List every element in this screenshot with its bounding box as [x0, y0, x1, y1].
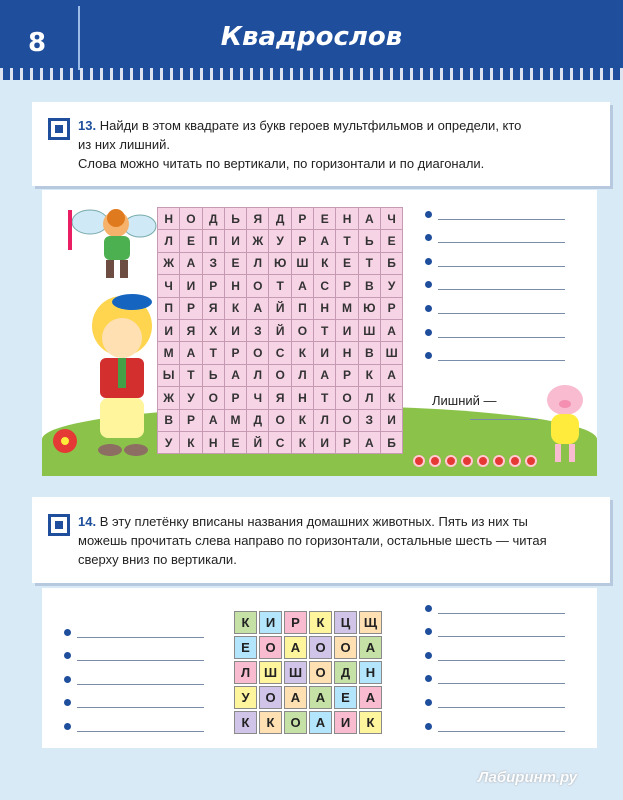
grid-cell[interactable]: А	[380, 364, 402, 386]
odd-one-label: Лишний —	[432, 393, 497, 408]
grid-cell[interactable]: И	[380, 409, 402, 431]
grid-cell[interactable]: Б	[380, 431, 402, 453]
grid-cell[interactable]: О	[247, 342, 269, 364]
grid-cell[interactable]: А	[202, 409, 224, 431]
answer-line[interactable]	[425, 614, 565, 638]
grid-cell[interactable]: Л	[247, 252, 269, 274]
bullet-icon	[425, 723, 432, 730]
bullet-icon	[425, 281, 432, 288]
grid-cell[interactable]: О	[291, 319, 313, 341]
grid-cell[interactable]: Ж	[158, 252, 180, 274]
bullet-icon	[425, 352, 432, 359]
grid-cell[interactable]: П	[158, 297, 180, 319]
bullet-icon	[425, 675, 432, 682]
bullet-icon	[64, 699, 71, 706]
grid-cell[interactable]: А	[358, 431, 380, 453]
page-title: Квадрослов	[220, 22, 403, 52]
bullet-icon	[425, 699, 432, 706]
bullet-icon	[425, 652, 432, 659]
odd-one-answer-line[interactable]	[470, 419, 538, 420]
bullet-icon	[425, 329, 432, 336]
task-13-number: 13.	[78, 118, 97, 133]
weave-cell[interactable]: Н	[359, 661, 382, 684]
grid-cell[interactable]: Л	[247, 364, 269, 386]
grid-row	[158, 275, 403, 297]
grid-row	[158, 319, 403, 341]
weave-cell[interactable]: Е	[234, 636, 257, 659]
grid-cell[interactable]: Я	[180, 319, 202, 341]
grid-cell[interactable]: Е	[380, 230, 402, 252]
grid-cell[interactable]: Е	[224, 252, 246, 274]
task-14-line-3: сверху вниз по вертикали.	[78, 552, 237, 567]
grid-cell[interactable]: Л	[158, 230, 180, 252]
page-header	[0, 0, 623, 80]
answer-line[interactable]	[425, 338, 565, 362]
grid-cell[interactable]: А	[314, 364, 336, 386]
grid-cell[interactable]: Ж	[158, 387, 180, 409]
weave-cell[interactable]: Щ	[359, 611, 382, 634]
grid-cell[interactable]: Ю	[269, 252, 291, 274]
weave-cell[interactable]: О	[309, 636, 332, 659]
grid-cell[interactable]: Ш	[291, 252, 313, 274]
grid-cell[interactable]: С	[269, 342, 291, 364]
answer-line[interactable]	[64, 614, 204, 638]
grid-cell[interactable]: Я	[247, 208, 269, 230]
grid-cell[interactable]: Ж	[247, 230, 269, 252]
weave-cell[interactable]: У	[234, 686, 257, 709]
grid-cell[interactable]: К	[314, 252, 336, 274]
grid-row	[158, 342, 403, 364]
grid-cell[interactable]: Н	[202, 431, 224, 453]
grid-cell[interactable]: Н	[336, 208, 358, 230]
answer-line[interactable]	[425, 314, 565, 338]
grid-cell[interactable]: И	[314, 342, 336, 364]
task-14-text	[78, 512, 603, 569]
weave-cell[interactable]: А	[359, 636, 382, 659]
flower-illustration	[50, 426, 80, 456]
bullet-icon	[425, 605, 432, 612]
grid-cell[interactable]: Т	[202, 342, 224, 364]
grid-cell[interactable]: Н	[314, 297, 336, 319]
answer-line[interactable]	[425, 196, 565, 220]
grid-cell[interactable]: А	[247, 297, 269, 319]
task-marker-icon	[48, 118, 70, 140]
grid-cell[interactable]: Л	[358, 387, 380, 409]
answer-line[interactable]	[64, 661, 204, 685]
grid-cell[interactable]: О	[180, 208, 202, 230]
grid-cell[interactable]: О	[336, 387, 358, 409]
grid-cell[interactable]: Я	[269, 387, 291, 409]
grid-cell[interactable]: Р	[224, 342, 246, 364]
bullet-icon	[64, 676, 71, 683]
grid-cell[interactable]: Й	[269, 319, 291, 341]
answer-line[interactable]	[64, 708, 204, 732]
grid-cell[interactable]: Р	[202, 275, 224, 297]
task-13-line-3: Слова можно читать по вертикали, по горизонтали и по диагонали.	[78, 156, 485, 171]
grid-cell[interactable]: Р	[291, 208, 313, 230]
grid-cell[interactable]: А	[291, 275, 313, 297]
bullet-icon	[425, 305, 432, 312]
weave-cell[interactable]: Л	[234, 661, 257, 684]
grid-cell[interactable]: Б	[380, 252, 402, 274]
grid-row	[158, 387, 403, 409]
pig-character-illustration	[537, 380, 592, 470]
bullet-icon	[425, 628, 432, 635]
grid-cell[interactable]: Д	[202, 208, 224, 230]
bullet-icon	[425, 211, 432, 218]
weave-cell[interactable]: Д	[334, 661, 357, 684]
letter-grid	[157, 207, 403, 454]
bullet-icon	[64, 629, 71, 636]
grid-cell[interactable]: З	[247, 319, 269, 341]
grid-cell[interactable]: Н	[336, 342, 358, 364]
grid-cell[interactable]: С	[269, 431, 291, 453]
grid-cell[interactable]: Ь	[224, 208, 246, 230]
weave-cell[interactable]: К	[309, 611, 332, 634]
grid-cell[interactable]: Ы	[158, 364, 180, 386]
bullet-icon	[425, 258, 432, 265]
grid-cell[interactable]: Х	[202, 319, 224, 341]
weave-cell[interactable]: А	[284, 686, 307, 709]
grid-cell[interactable]: С	[314, 275, 336, 297]
answer-line[interactable]	[425, 708, 565, 732]
grid-cell[interactable]: З	[358, 409, 380, 431]
weave-cell[interactable]: О	[334, 636, 357, 659]
grid-cell[interactable]: И	[158, 319, 180, 341]
weave-cell[interactable]: А	[359, 686, 382, 709]
task-14-line-1: В эту плетёнку вписаны названия домашних животных. Пять из них ты	[99, 514, 528, 529]
grid-cell[interactable]: И	[314, 431, 336, 453]
grid-cell[interactable]: А	[180, 252, 202, 274]
grid-cell[interactable]: О	[336, 409, 358, 431]
weave-cell[interactable]: Р	[284, 611, 307, 634]
grid-cell[interactable]: Т	[314, 387, 336, 409]
grid-cell[interactable]: В	[358, 275, 380, 297]
grid-cell[interactable]: И	[336, 319, 358, 341]
grid-cell[interactable]: Р	[224, 387, 246, 409]
grid-cell[interactable]: Л	[314, 409, 336, 431]
answer-line[interactable]	[64, 685, 204, 709]
grid-cell[interactable]: К	[180, 431, 202, 453]
task-13-text	[78, 116, 598, 173]
grid-cell[interactable]: Ч	[247, 387, 269, 409]
grid-cell[interactable]: Й	[269, 297, 291, 319]
task-13-line-1: Найди в этом квадрате из букв героев мультфильмов и определи, кто	[99, 118, 522, 133]
grid-cell[interactable]: Т	[358, 252, 380, 274]
weave-cell[interactable]: И	[334, 711, 357, 734]
answer-lines-13	[425, 196, 565, 361]
grid-cell[interactable]: А	[314, 230, 336, 252]
grid-row	[158, 208, 403, 230]
grid-cell[interactable]: И	[224, 319, 246, 341]
weave-cell[interactable]: Ц	[334, 611, 357, 634]
grid-row	[158, 252, 403, 274]
weave-cell[interactable]: К	[359, 711, 382, 734]
grid-cell[interactable]: Е	[336, 252, 358, 274]
answer-line[interactable]	[425, 684, 565, 708]
grid-cell[interactable]: И	[180, 275, 202, 297]
grid-cell[interactable]: Н	[291, 387, 313, 409]
weave-cell[interactable]: Ш	[284, 661, 307, 684]
grid-cell[interactable]: Ь	[358, 230, 380, 252]
grid-row	[158, 230, 403, 252]
grid-cell[interactable]: К	[224, 297, 246, 319]
answer-line[interactable]	[425, 220, 565, 244]
grid-cell[interactable]: Р	[336, 364, 358, 386]
grid-cell[interactable]: Р	[336, 431, 358, 453]
page-number: 8	[28, 28, 47, 58]
grid-row	[158, 431, 403, 453]
grid-cell[interactable]: Е	[314, 208, 336, 230]
task-14-line-2: можешь прочитать слева направо по горизонтали, остальные шесть — читая	[78, 533, 547, 548]
grid-cell[interactable]: Т	[269, 275, 291, 297]
grid-cell[interactable]: У	[380, 275, 402, 297]
grid-cell[interactable]: Д	[247, 409, 269, 431]
grid-cell[interactable]: М	[158, 342, 180, 364]
grid-row	[158, 364, 403, 386]
grid-cell[interactable]: К	[291, 431, 313, 453]
task-14-box	[32, 497, 610, 583]
grid-cell[interactable]: К	[380, 387, 402, 409]
labirint-watermark: Лабиринт.ру	[478, 769, 578, 786]
weave-cell[interactable]: К	[259, 711, 282, 734]
answer-line[interactable]	[64, 638, 204, 662]
grid-cell[interactable]: М	[336, 297, 358, 319]
spiral-binding	[0, 68, 623, 80]
grid-cell[interactable]: Д	[269, 208, 291, 230]
grid-cell[interactable]: Р	[180, 297, 202, 319]
grid-cell[interactable]: П	[202, 230, 224, 252]
grid-cell[interactable]: А	[224, 364, 246, 386]
grid-cell[interactable]: О	[269, 364, 291, 386]
answer-line[interactable]	[425, 290, 565, 314]
grid-cell[interactable]: Й	[247, 431, 269, 453]
weave-cell[interactable]: Е	[334, 686, 357, 709]
grid-cell[interactable]: Р	[291, 230, 313, 252]
grid-cell[interactable]: У	[158, 431, 180, 453]
grid-cell[interactable]: В	[158, 409, 180, 431]
task-marker-icon	[48, 514, 70, 536]
grid-cell[interactable]: Р	[180, 409, 202, 431]
grid-row	[158, 409, 403, 431]
answer-line[interactable]	[425, 661, 565, 685]
weave-cell[interactable]: О	[259, 636, 282, 659]
answer-line[interactable]	[425, 590, 565, 614]
answer-line[interactable]	[425, 243, 565, 267]
grid-cell[interactable]: А	[358, 208, 380, 230]
grid-cell[interactable]: З	[202, 252, 224, 274]
grid-cell[interactable]: Р	[336, 275, 358, 297]
weave-cell[interactable]: А	[309, 711, 332, 734]
task-13-box	[32, 102, 610, 186]
weave-cell[interactable]: А	[309, 686, 332, 709]
grid-cell[interactable]: Р	[380, 297, 402, 319]
fairy-character-illustration	[60, 204, 160, 284]
grid-cell[interactable]: И	[224, 230, 246, 252]
grid-cell[interactable]: В	[358, 342, 380, 364]
bullet-icon	[64, 652, 71, 659]
grid-cell[interactable]: Ч	[380, 208, 402, 230]
weave-cell[interactable]: К	[234, 611, 257, 634]
grid-cell[interactable]: У	[180, 387, 202, 409]
grid-cell[interactable]: О	[247, 275, 269, 297]
grid-cell[interactable]: О	[202, 387, 224, 409]
grid-cell[interactable]: О	[269, 409, 291, 431]
weave-cell[interactable]: И	[259, 611, 282, 634]
grid-cell[interactable]: Т	[180, 364, 202, 386]
grid-cell[interactable]: Н	[224, 275, 246, 297]
grid-cell[interactable]: М	[224, 409, 246, 431]
bullet-icon	[64, 723, 71, 730]
weave-cell[interactable]: О	[284, 711, 307, 734]
word-weave-grid	[234, 611, 382, 734]
grid-cell[interactable]: У	[269, 230, 291, 252]
grid-cell[interactable]: Ш	[358, 319, 380, 341]
grid-cell[interactable]: Т	[314, 319, 336, 341]
weave-cell[interactable]: Ш	[259, 661, 282, 684]
task-14-number: 14.	[78, 514, 97, 529]
answer-line[interactable]	[425, 267, 565, 291]
grid-row	[158, 297, 403, 319]
grid-cell[interactable]: Я	[202, 297, 224, 319]
grid-cell[interactable]: Е	[224, 431, 246, 453]
grid-cell[interactable]: Ю	[358, 297, 380, 319]
answer-line[interactable]	[425, 637, 565, 661]
weave-cell[interactable]: О	[309, 661, 332, 684]
bullet-icon	[425, 234, 432, 241]
grid-cell[interactable]: П	[291, 297, 313, 319]
grid-cell[interactable]: Н	[158, 208, 180, 230]
grid-cell[interactable]: Ш	[380, 342, 402, 364]
grid-cell[interactable]: Л	[291, 364, 313, 386]
grid-cell[interactable]: Т	[336, 230, 358, 252]
grid-cell[interactable]: К	[358, 364, 380, 386]
answer-lines-14-left	[64, 614, 204, 732]
grid-cell[interactable]: Е	[180, 230, 202, 252]
grid-cell[interactable]: А	[380, 319, 402, 341]
weave-cell[interactable]: А	[284, 636, 307, 659]
grid-cell[interactable]: А	[180, 342, 202, 364]
answer-lines-14-right	[425, 590, 565, 732]
grid-cell[interactable]: К	[291, 409, 313, 431]
grid-cell[interactable]: Ч	[158, 275, 180, 297]
grid-cell[interactable]: Ь	[202, 364, 224, 386]
task-13-line-2: из них лишний.	[78, 137, 170, 152]
grid-cell[interactable]: К	[291, 342, 313, 364]
flower-row-illustration	[413, 455, 537, 467]
weave-cell[interactable]: К	[234, 711, 257, 734]
weave-cell[interactable]: О	[259, 686, 282, 709]
